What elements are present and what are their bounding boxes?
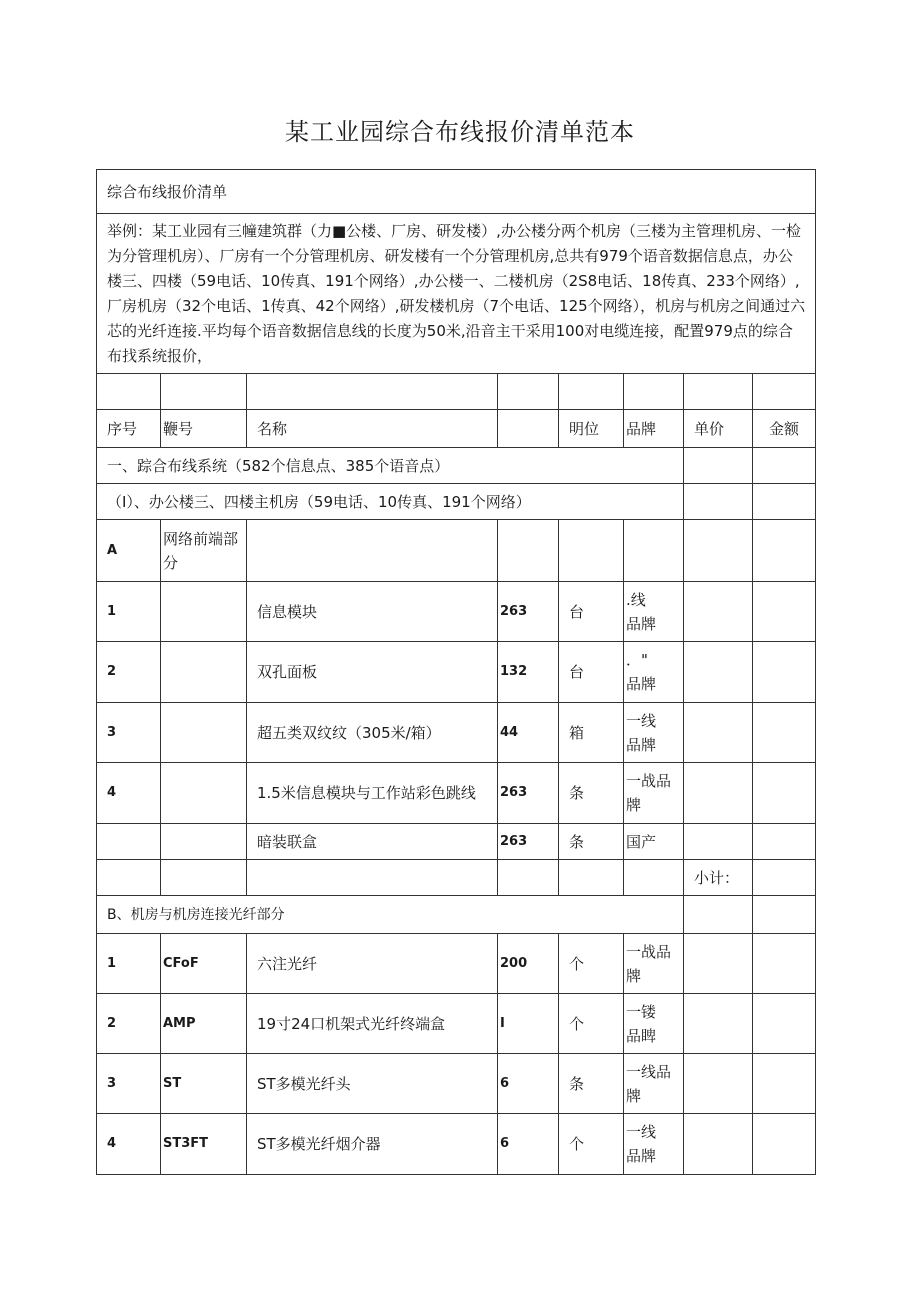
- header-amount: 金额: [753, 410, 816, 448]
- header-name: 名称: [247, 410, 498, 448]
- header-model: 鞭号: [161, 410, 247, 448]
- section-a-name: 网络前端部分: [161, 520, 247, 582]
- section-a-code: A: [97, 520, 161, 582]
- header-row: [97, 410, 816, 448]
- subtotal-label: 小计：: [684, 860, 753, 896]
- table-row: 暗装联盒 263 条 国产: [97, 824, 816, 860]
- header-price: 单价: [684, 410, 753, 448]
- header-brand: 品牌: [624, 410, 684, 448]
- subtotal-row: [97, 860, 816, 896]
- table-row: 2 AMP 19寸24口机架式光纤终端盒 I 个 一镂 品睥: [97, 994, 816, 1054]
- section-a-row: [97, 520, 816, 582]
- header-unit: 明位: [559, 410, 624, 448]
- table-row: 3 超五类双纹纹（305米/箱） 44 箱 一线 品牌: [97, 703, 816, 763]
- header-seq: 序号: [97, 410, 161, 448]
- quote-table: [96, 169, 816, 1175]
- table-row: 1 信息模块 263 台 .线 品牌: [97, 582, 816, 642]
- blank-row: [97, 374, 816, 410]
- example-paragraph: 举例：某工业园有三幢建筑群（力■公楼、厂房、研发楼）,办公楼分两个机房（三楼为主管理机房、一检为分管理机房）、厂房有一个分管理机房、研发楼有一个分管理机房,总共有979个语音数据信息点，办公楼三、四楼（59电话、10传真、191个网络）,办公楼一、二楼机房（2S8电话、18传真、233个网络）,厂房机房（32个电话、1传真、42个网络）,研发楼机房（7个电话、125个网络），机房与机房之间通过六芯的光纤连接.平均每个语音数据信息线的长度为50米,沿音主干采用100对电缆连接，配置979点的综合布找系统报价，: [97, 214, 816, 374]
- group-heading: 一、踪合布线系统（582个信息点、385个语音点）: [97, 448, 684, 484]
- header-qty: [498, 410, 559, 448]
- page-title: 某工业园综合布线报价清单范本: [285, 118, 635, 146]
- table-row: 4 ST3FT ST多模光纤烟介器 6 个 一线 品牌: [97, 1114, 816, 1175]
- section-title: 综合布线报价清单: [97, 170, 816, 214]
- table-row: 1 CFoF 六注光纤 200 个 一战品 牌: [97, 934, 816, 994]
- table-row: 4 1.5米信息模块与工作站彩色跳线 263 条 一战品 牌: [97, 763, 816, 824]
- subgroup-heading: （I）、办公楼三、四楼主机房（59电话、10传真、191个网络）: [97, 484, 684, 520]
- table-row: 2 双孔面板 132 台 ．" 品牌: [97, 642, 816, 703]
- section-b-heading: B、机房与机房连接光纤部分: [97, 896, 684, 934]
- table-row: 3 ST ST多模光纤头 6 条 一线品 牌: [97, 1054, 816, 1114]
